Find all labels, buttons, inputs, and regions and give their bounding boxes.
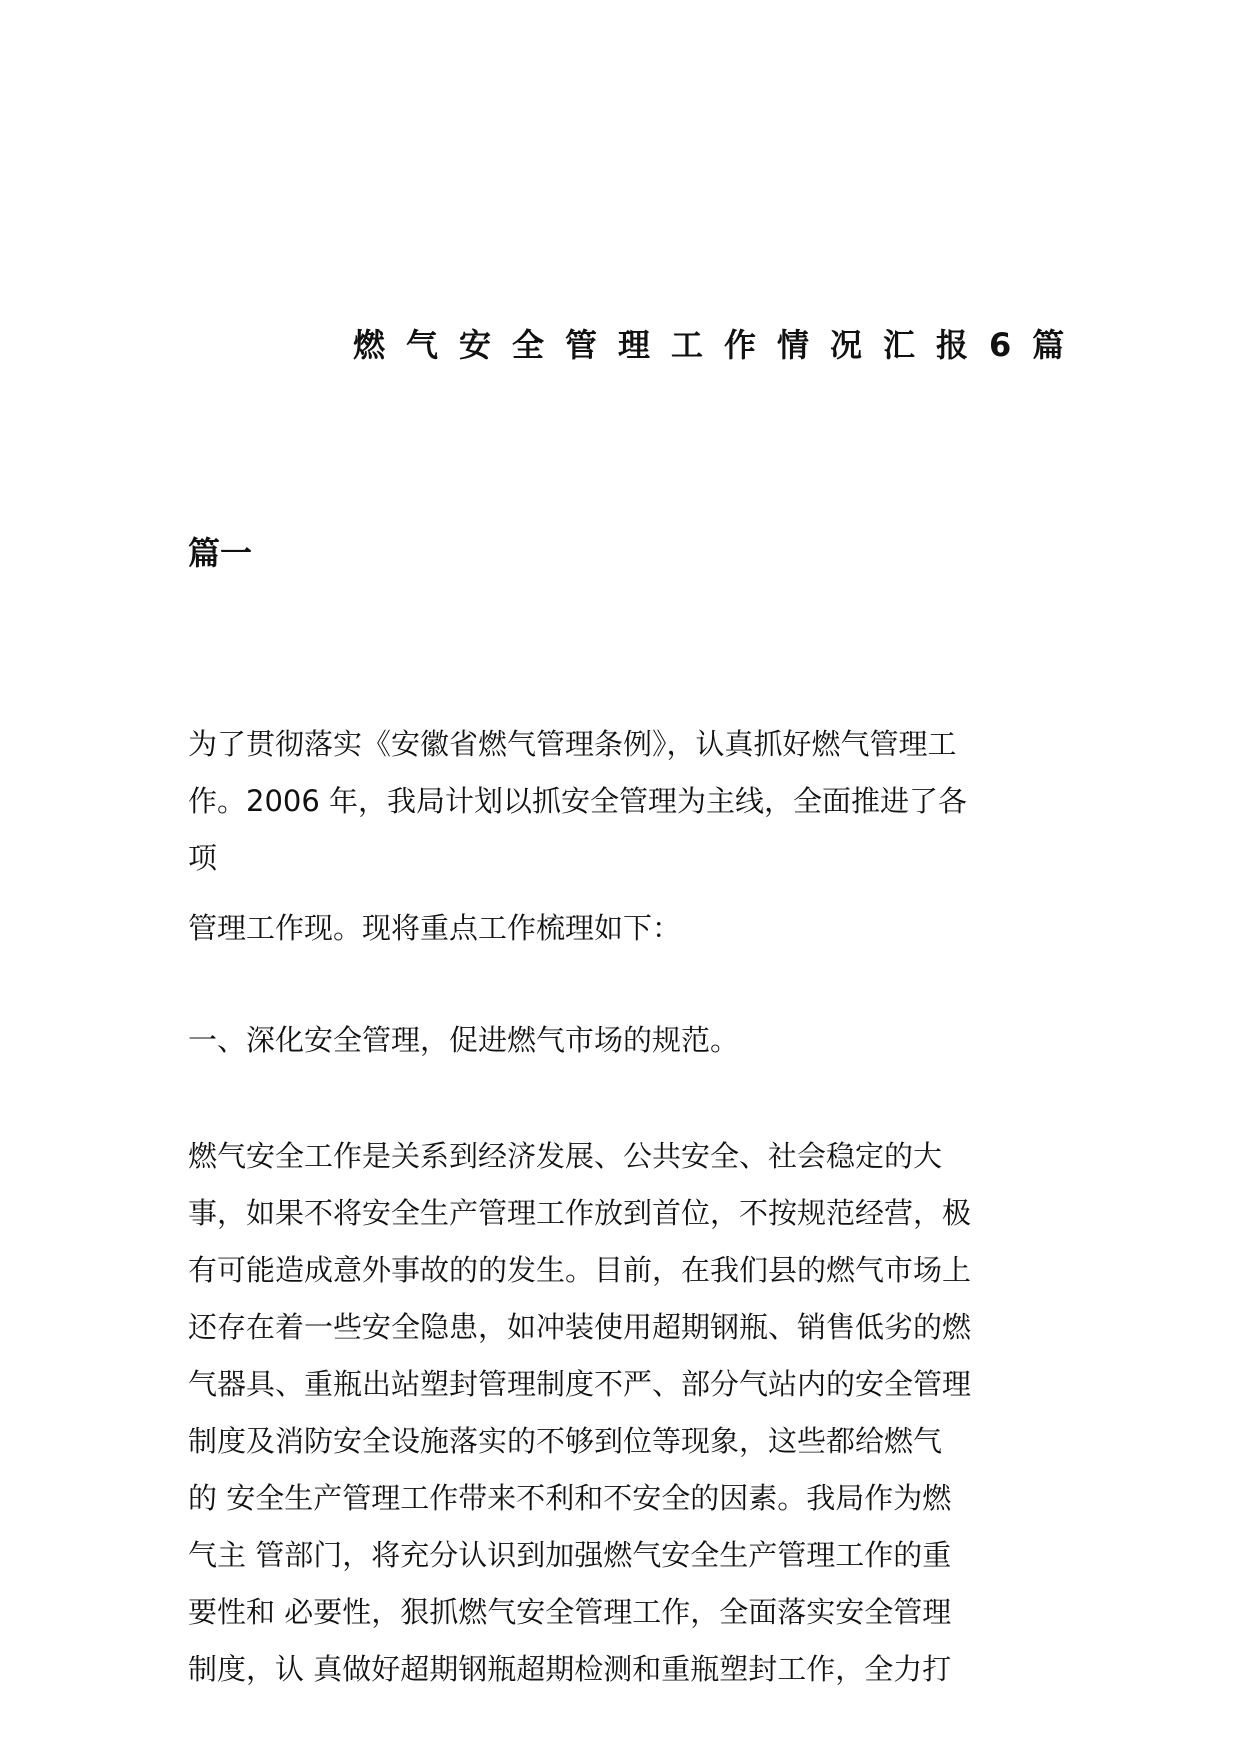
text-line: 项	[188, 841, 218, 875]
text-line: 一、深化安全管理，促进燃气市场的规范。	[188, 1023, 740, 1057]
text-line: 要性和 必要性，狠抓燃气安全管理工作，全面落实安全管理	[188, 1595, 952, 1629]
text-line: 气主 管部门，将充分认识到加强燃气安全生产管理工作的重	[188, 1538, 952, 1572]
text-line: 有可能造成意外事故的的发生。目前，在我们县的燃气市场上	[188, 1253, 972, 1287]
paragraph-subheading	[188, 1012, 1068, 1069]
text-line: 管理工作现。现将重点工作梳理如下：	[188, 911, 682, 945]
paragraph-summary	[188, 900, 1068, 957]
text-line: 还存在着一些安全隐患，如冲装使用超期钢瓶、销售低劣的燃	[188, 1310, 972, 1344]
text-line: 燃气安全工作是关系到经济发展、公共安全、社会稳定的大	[188, 1139, 943, 1173]
section-heading: 篇一	[188, 534, 253, 572]
text-line: 制度及消防安全设施落实的不够到位等现象，这些都给燃气	[188, 1424, 943, 1458]
text-line: 作。2006 年，我局计划以抓安全管理为主线，全面推进了各	[188, 784, 968, 818]
text-line: 事，如果不将安全生产管理工作放到首位，不按规范经营，极	[188, 1196, 972, 1230]
text-line: 气器具、重瓶出站塑封管理制度不严、部分气站内的安全管理	[188, 1367, 972, 1401]
text-line: 的 安全生产管理工作带来不利和不安全的因素。我局作为燃	[188, 1481, 952, 1515]
text-line: 为了贯彻落实《安徽省燃气管理条例》，认真抓好燃气管理工	[188, 727, 957, 761]
paragraph-body	[188, 1128, 1068, 1698]
text-line: 制度，认 真做好超期钢瓶超期检测和重瓶塑封工作，全力打	[188, 1652, 952, 1686]
paragraph-intro	[188, 716, 1068, 887]
document-title: 燃气安全管理工作情况汇报6篇	[353, 326, 1086, 364]
